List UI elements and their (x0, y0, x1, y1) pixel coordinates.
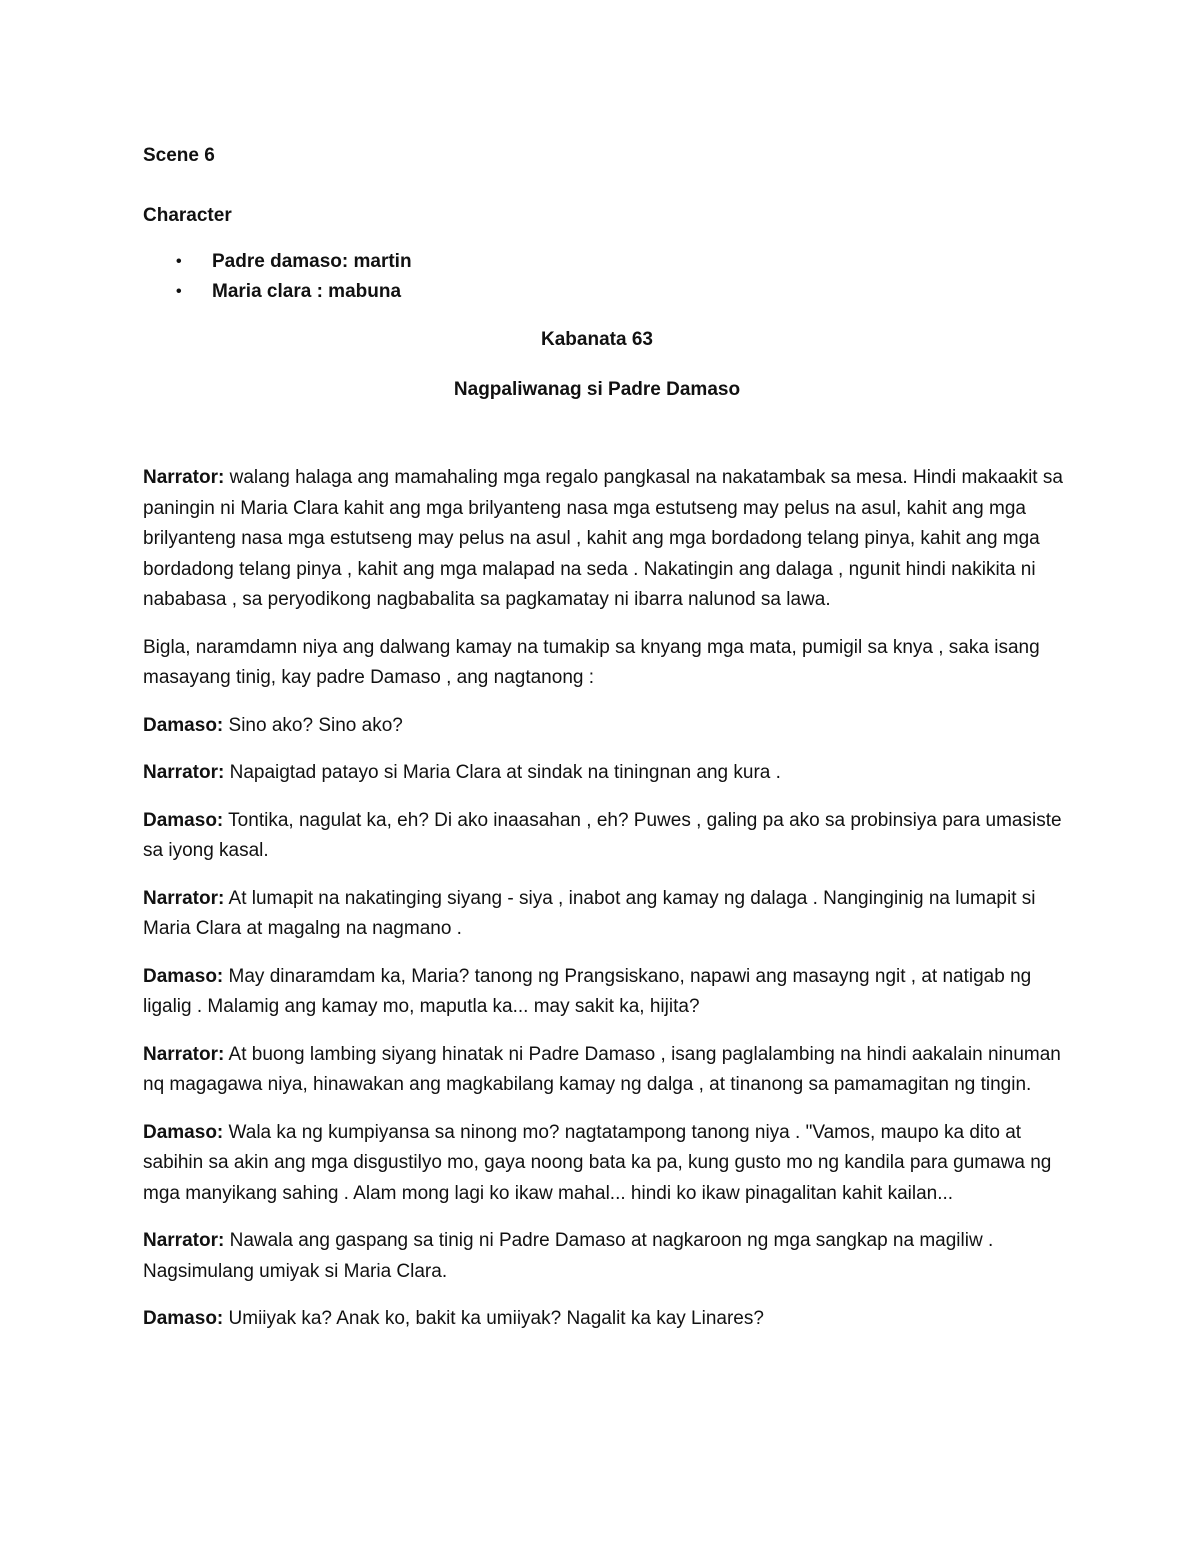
script-line (143, 758, 1063, 789)
script-line (143, 463, 1063, 616)
script-line (143, 884, 1063, 945)
speaker-label: Narrator: (143, 1043, 225, 1065)
bullet-icon: • (176, 253, 182, 270)
character-heading: Character (143, 205, 232, 226)
script-line (143, 633, 1063, 694)
speaker-label: Narrator: (143, 1230, 225, 1251)
speaker-label: Damaso: (143, 1308, 224, 1329)
scene-heading: Scene 6 (143, 145, 215, 166)
line-text: Bigla, naramdamn niya ang dalwang kamay na tumakip sa knyang mga mata, pumigil sa knya , saka isang masayang tinig, kay padre Damaso , ang nagtanong : (143, 636, 1040, 688)
line-text: Wala ka ng kumpiyansa sa ninong mo? nagtatampong tanong niya . "Vamos, maupo ka dito at sabihin sa akin ang mga disgustilyo mo, gaya noong bata ka pa, kung gusto mo ng kandila para gumawa ng mga manyikang sahing . Alam mong lagi ko ikaw mahal... hindi ko ikaw pinagalitan kahit kailan... (143, 1121, 1052, 1204)
line-text: Umiiyak ka? Anak ko, bakit ka umiiyak? Nagalit ka kay Linares? (223, 1308, 764, 1329)
cast-item (143, 277, 1063, 307)
line-text: walang halaga ang mamahaling mga regalo pangkasal na nakatambak sa mesa. Hindi makaakit sa paningin ni Maria Clara kahit ang mga brilyanteng nasa mga estutseng may pelus na asul, kahit ang mga brilyanteng nasa mga estutseng may pelus na asul , kahit ang mga bordadong telang pinya, kahit ang mga bordadong telang pinya , kahit ang mga malapad na seda . Nakatingin ang dalaga , ngunit hindi nakikita ni nababasa , sa peryodikong nagbabalita sa pagkamatay ni ibarra nalunod sa lawa. (143, 467, 1063, 610)
line-text: May dinaramdam ka, Maria? tanong ng Prangsiskano, napawi ang masayng ngit , at natigab ng ligalig . Malamig ang kamay mo, maputla ka... may sakit ka, hijita? (143, 965, 1032, 1017)
script-line (143, 1226, 1063, 1287)
script-line (143, 1118, 1063, 1210)
speaker-label: Damaso: (143, 1121, 224, 1143)
line-text: At lumapit na nakatinging siyang - siya , inabot ang kamay ng dalaga . Nanginginig na lumapit si Maria Clara at magalng na nagmano . (143, 887, 1036, 939)
speaker-label: Narrator: (143, 887, 225, 909)
bullet-icon: • (176, 283, 182, 300)
speaker-label: Damaso: (143, 714, 224, 736)
speaker-label: Damaso: (143, 809, 224, 831)
line-text: Sino ako? Sino ako? (223, 714, 403, 736)
line-text: Nawala ang gaspang sa tinig ni Padre Damaso at nagkaroon ng mga sangkap na magiliw . Nagsimulang umiyak si Maria Clara. (143, 1230, 994, 1282)
cast-item-text: Padre damaso: martin (212, 251, 412, 272)
line-text: Tontika, nagulat ka, eh? Di ako inaasahan , eh? Puwes , galing pa ako sa probinsiya para umasiste sa iyong kasal. (143, 809, 1062, 861)
script-line (143, 806, 1063, 867)
cast-list (143, 247, 1063, 307)
script-line (143, 962, 1063, 1023)
chapter-title: Nagpaliwanag si Padre Damaso (453, 379, 741, 400)
chapter-number: Kabanata 63 (541, 329, 653, 350)
script-line (143, 1304, 1063, 1335)
speaker-label: Narrator: (143, 467, 225, 488)
line-text: Napaigtad patayo si Maria Clara at sindak na tiningnan ang kura . (224, 762, 781, 783)
script-line (143, 1040, 1063, 1101)
line-text: At buong lambing siyang hinatak ni Padre Damaso , isang paglalambing na hindi aakalain ninuman nq magagawa niya, hinawakan ang magkabilang kamay ng dalga , at tinanong sa pamamagitan ng tingin. (143, 1043, 1061, 1095)
speaker-label: Narrator: (143, 762, 225, 783)
speaker-label: Damaso: (143, 965, 224, 987)
cast-item-text: Maria clara : mabuna (212, 281, 402, 302)
cast-item (143, 247, 1063, 277)
script-line (143, 711, 1063, 742)
document-body (143, 141, 1063, 1352)
